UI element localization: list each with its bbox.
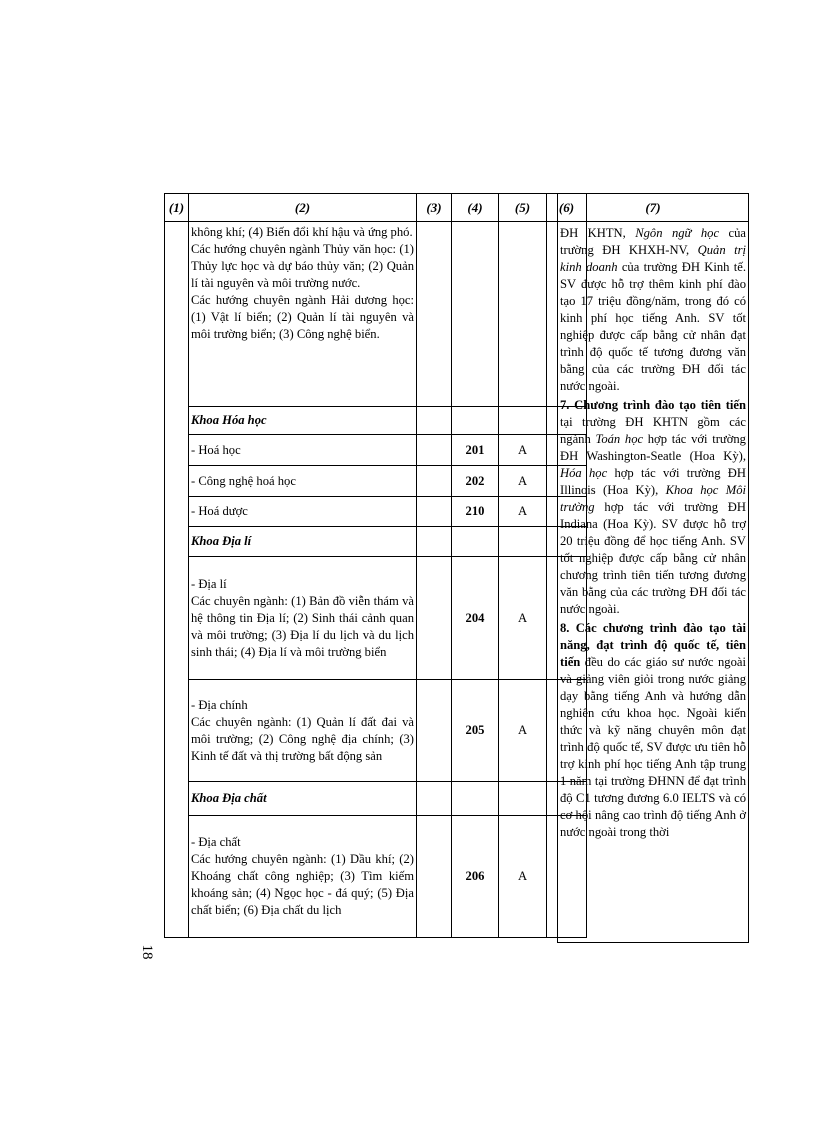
- col-header-1: (1): [165, 194, 189, 222]
- note-paragraph-6: [560, 225, 746, 395]
- exam-group: A: [499, 816, 547, 938]
- note-major: Quản trị kinh doanh: [560, 243, 746, 274]
- exam-group: A: [499, 557, 547, 680]
- exam-group: A: [499, 435, 547, 466]
- col-header-5: (5): [499, 194, 547, 222]
- table-row: [165, 527, 587, 557]
- header-row: [165, 194, 587, 222]
- note-major: Khoa học Môi trường: [560, 483, 746, 514]
- major-description: [189, 680, 417, 782]
- note-text: của trường ĐH Kinh tế. SV được hỗ trợ thêm kinh phí đào tạo 17 triệu đồng/năm, trong đó có kinh phí học tiếng Anh. SV tốt nghiệp được cấp bằng cử nhân đạt trình độ quốc tế tương đương văn bằng của các trường ĐH đối tác nước ngoài.: [560, 260, 746, 393]
- col3-cell: [417, 557, 452, 680]
- note-text: hợp tác với trường ĐH Illinois (Hoa Kỳ),: [560, 466, 746, 497]
- major-code: 201: [452, 435, 499, 466]
- note-text: tại trường ĐH KHTN gồm các ngành: [560, 415, 746, 446]
- col3-cell: [417, 222, 452, 407]
- group-cell: [499, 407, 547, 435]
- code-cell: [452, 782, 499, 816]
- note-major: Hóa học: [560, 466, 608, 480]
- note-paragraph-8: [560, 620, 746, 841]
- note-text: hợp tác với trường ĐH Washington-Seatle (Hoa Kỳ),: [560, 432, 746, 463]
- code-cell: [452, 407, 499, 435]
- note-heading: 8. Các chương trình đào tạo tài năng, đạt trình độ quốc tế, tiên tiến: [560, 621, 746, 669]
- table-row: [165, 435, 587, 466]
- major-code: 202: [452, 466, 499, 497]
- major-name: - Hoá học: [189, 435, 417, 466]
- code-cell: [452, 222, 499, 407]
- col3-cell: [417, 407, 452, 435]
- exam-group: A: [499, 680, 547, 782]
- col-header-4: (4): [452, 194, 499, 222]
- code-cell: [452, 527, 499, 557]
- major-code: 210: [452, 497, 499, 527]
- exam-group: A: [499, 466, 547, 497]
- col-header-3: (3): [417, 194, 452, 222]
- col-header-2: (2): [189, 194, 417, 222]
- major-description: [189, 816, 417, 938]
- admissions-table-right: [557, 193, 749, 943]
- col3-cell: [417, 782, 452, 816]
- description-line: Các hướng chuyên ngành Hải dương học: (1) Vật lí biển; (2) Quản lí tài nguyên và môi trường biển; (3) Công nghệ biển.: [191, 293, 414, 341]
- major-code: 204: [452, 557, 499, 680]
- col3-cell: [417, 527, 452, 557]
- col3-cell: [417, 466, 452, 497]
- group-cell: [499, 222, 547, 407]
- faculty-title: Khoa Địa lí: [189, 527, 417, 557]
- table-row: [165, 407, 587, 435]
- major-name: - Địa chính: [191, 697, 248, 712]
- major-detail: Các hướng chuyên ngành: (1) Dầu khí; (2) Khoáng chất công nghiệp; (3) Tìm kiếm khoáng sản; (4) Ngọc học - đá quý; (5) Địa chất biển; (6) Địa chất du lịch: [191, 852, 414, 917]
- major-description: [189, 557, 417, 680]
- exam-group: A: [499, 497, 547, 527]
- table-row: [165, 466, 587, 497]
- note-text: hợp tác với trường ĐH Indiana (Hoa Kỳ). SV được hỗ trợ 20 triệu đồng để học tiếng Anh. SV tốt nghiệp được cấp bằng cử nhân chương trình tiên tiến tương đương văn bằng của các trường ĐH đối tác nước ngoài.: [560, 500, 746, 616]
- header-row: [558, 194, 749, 222]
- table-row: [558, 222, 749, 943]
- major-code: 206: [452, 816, 499, 938]
- note-paragraph-7: [560, 397, 746, 618]
- major-description: [189, 222, 417, 407]
- description-line: Các hướng chuyên ngành Thủy văn học: (1) Thủy lực học và dự báo thủy văn; (2) Quản lí tài nguyên và môi trường nước.: [191, 242, 414, 290]
- major-name: - Địa chất: [191, 835, 241, 849]
- faculty-title: Khoa Hóa học: [189, 407, 417, 435]
- table-row: [165, 222, 587, 407]
- col3-cell: [417, 497, 452, 527]
- major-detail: Các chuyên ngành: (1) Bản đồ viễn thám và hệ thông tin Địa lí; (2) Sinh thái cảnh quan và môi trường; (3) Địa lí du lịch và du lịch sinh thái; (4) Địa lí và môi trường biển: [191, 593, 414, 659]
- note-major: Ngôn ngữ học: [635, 226, 720, 240]
- major-name: - Công nghệ hoá học: [189, 466, 417, 497]
- group-cell: [499, 527, 547, 557]
- major-detail: Các chuyên ngành: (1) Quản lí đất đai và môi trường; (2) Công nghệ địa chính; (3) Kinh tế đất và thị trường bất động sản: [191, 714, 414, 763]
- col-header-6: (6): [547, 194, 587, 222]
- table-row: [165, 557, 587, 680]
- table-row: [165, 680, 587, 782]
- table-row: [165, 782, 587, 816]
- faculty-title: Khoa Địa chất: [189, 782, 417, 816]
- note-heading: 7. Chương trình đào tạo tiên tiến: [560, 398, 746, 412]
- col3-cell: [417, 435, 452, 466]
- note-text: của trường ĐH KHXH-NV,: [560, 226, 746, 257]
- col3-cell: [417, 680, 452, 782]
- note-text: ĐH KHTN,: [560, 226, 636, 240]
- major-name: - Địa lí: [191, 576, 227, 591]
- group-cell: [499, 782, 547, 816]
- description-line: không khí; (4) Biến đổi khí hậu và ứng phó.: [191, 225, 413, 239]
- major-code: 205: [452, 680, 499, 782]
- col1-cell: [165, 222, 189, 938]
- table-row: [165, 816, 587, 938]
- notes-cell: [558, 222, 749, 943]
- table-row: [165, 497, 587, 527]
- col-header-7: (7): [558, 194, 749, 222]
- note-major: Toán học: [595, 432, 644, 446]
- admissions-table-left: [164, 193, 587, 938]
- major-name: - Hoá dược: [189, 497, 417, 527]
- page-number: 18: [139, 944, 155, 960]
- note-text: đều do các giáo sư nước ngoài và giảng viên giỏi trong nước giảng dạy bằng tiếng Anh và hướng dẫn nghiên cứu khoa học. Ngoài kiến thức và kỹ năng chuyên môn đạt trình độ quốc tế, SV được ưu tiên hỗ trợ kinh phí học tiếng Anh tập trung 1 năm tại trường ĐHNN để đạt trình độ C1 tương đương 6.0 IELTS và có cơ hội nâng cao trình độ tiếng Anh ở nước ngoài trong thời: [560, 655, 746, 839]
- col3-cell: [417, 816, 452, 938]
